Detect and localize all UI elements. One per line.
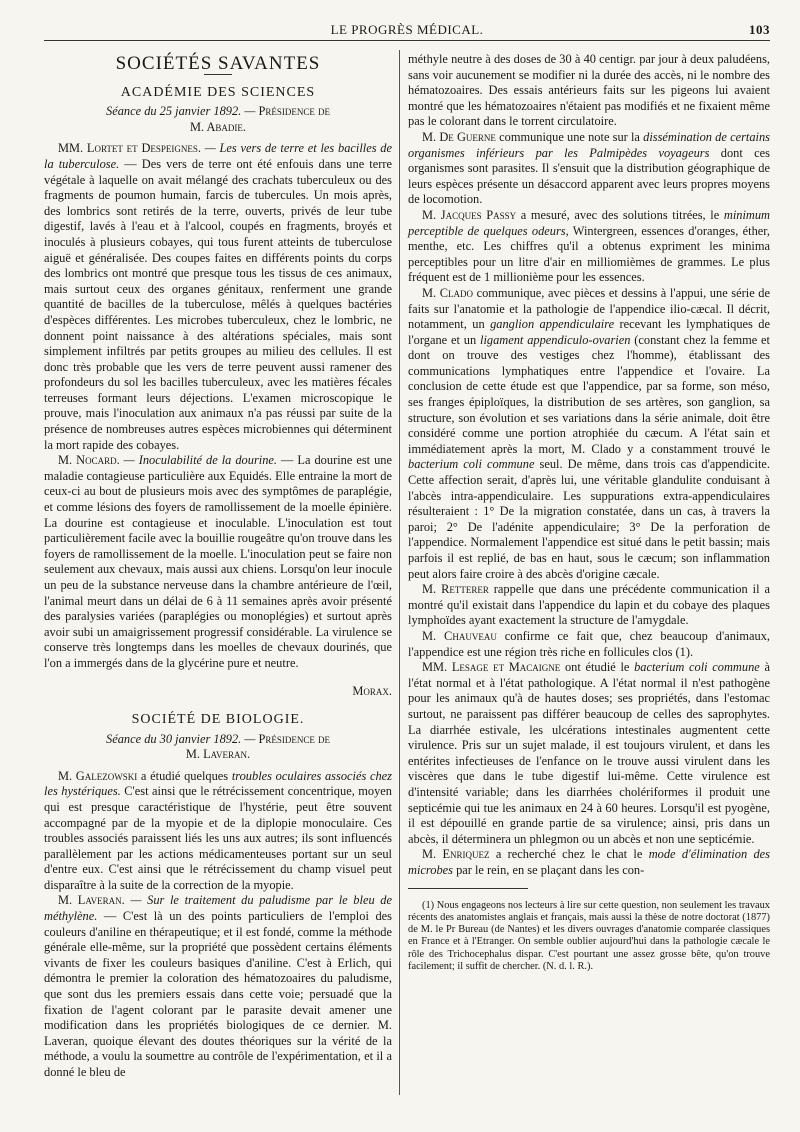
footnote-rule (408, 888, 528, 889)
paragraph-laveran-cont: méthyle neutre à des doses de 30 à 40 centigr. par jour à deux paludéens, sans voir aucunement se modifier ni la durée des accès, ni le nombre des hématozoaires. Des essais antérieurs faits sur les pigeons lui avaient montré que les hématozoaires n'étaient pas modifiés et ne fixaient même pas le colorant dans le torrent circulatoire. (408, 52, 770, 129)
paragraph-chauveau: M. Chauveau confirme ce fait que, chez beaucoup d'animaux, l'appendice est une région très riche en follicules clos (1). (408, 628, 770, 659)
biologie-title: SOCIÉTÉ DE BIOLOGIE. (131, 711, 305, 727)
paragraph-passy: M. Jacques Passy a mesuré, avec des solutions titrées, le minimum perceptible de quelques odeurs, Wintergreen, essences d'oranges, éther, menthe, etc. Les chiffres qu'il a obtenus expriment les minima perceptibles pour un litre d'air en milliomièmes de grammes. Le plus fréquent est de 1 millionième pour les essences. (408, 207, 770, 285)
journal-title: LE PROGRÈS MÉDICAL. (330, 22, 484, 37)
page-number: 103 (749, 22, 770, 37)
paragraph-galezowski: M. Galezowski a étudié quelques troubles oculaires associés chez les hystériques. C'est ainsi que le rétrécissement concentrique, moyen qui est presque caractéristique de l'hystérie, peut être souvent accompagné par de la myopie et de la diplopie monoculaire. Ces troubles associés paraissent liés les uns aux autres; ils sont influencés parallèlement par les actions médicamenteuses portant sur un seul d'entre eux. C'est ainsi que le rétrécissement du champ visuel peut disparaître à la suite de la correction de la myopie. (44, 768, 392, 892)
paragraph-clado: M. Clado communique, avec pièces et dessins à l'appui, une série de faits sur l'anatomie et la pathologie de l'appendice ilio-cæcal. Il décrit, notamment, un ganglion appendiculaire recevant les lymphatiques de l'organe et un ligament appendiculo-ovarien (constant chez la femme et dont on trouve des vestiges chez l'homme), établissant des communications lymphatiques entre l'appendice et l'ovaire. La conclusion de cette étude est que l'appendice, par sa forme, son méso, ses franges épiploïques, la distribution de ses artères, son ganglion, sa structure, son évolution et ses variations dans la série animale, doit être considéré comme une portion atrophiée du cæcum. A l'état sain et immédiatement après la mort, M. Clado y a constamment trouvé le bacterium coli commune seul. De même, dans trois cas d'appendicite. Cette affection serait, d'après lui, une véritable glandulite conduisant à l'abcès intra-appendiculaire. Les suppurations extra-appendiculaires résulteraient : 1° De la migration constatée, dans un cas, à travers la paroi; 2° De l'adénite appendiculaire; 3° De la perforation de l'appendice. Normalement l'appendice est situé dans le petit bassin; mais parfois il est replié, de bas en haut, sous le cæcum; son inflammation peut alors faire croire à des abcès d'origine cæcale. (408, 285, 771, 581)
right-column (408, 52, 770, 983)
paragraph-de-guerne: M. De Guerne communique une note sur la dissémination de certains organismes inférieurs par les Palmipèdes voyageurs dont ces organismes sont parasites. Il s'ensuit que la distribution géographique de leurs espèces présente un désaccord apparent avec leurs propres moyens de locomotion. (408, 129, 771, 207)
running-header (44, 22, 770, 41)
column-divider (399, 50, 400, 1095)
academie-seance: Séance du 25 janvier 1892. — Présidence de (106, 104, 330, 119)
academie-president: M. Abadie. (189, 119, 247, 134)
footnote: (1) Nous engageons nos lecteurs à lire sur cette question, non seulement les travaux récents des anatomistes anglais et français, mais aussi la thèse de notre doctorat (1877) de M. le Pr Bureau (de Nantes) et les divers ouvrages d'anatomie comparée classiques en France et à l'Etranger. On semble oublier aujourd'hui dans la pathologie cæcale le rôle des Trichocephalus dispar. C'est pourtant une assez grosse bête, qu'on trouve facilement; il suffit de chercher. (N. d. l. R.). (408, 899, 770, 972)
biologie-president: M. Laveran. (185, 747, 251, 762)
left-column (44, 52, 392, 1081)
paragraph-nocard: M. Nocard. — Inoculabilité de la dourine. — La dourine est une maladie contagieuse particulière aux Equidés. Elle entraine la mort de ceux-ci au bout de plusieurs mois avec des symptômes de paraplégie, et comme lésions des foyers de ramollissement de la moelle épinière. La dourine est contagieuse et inoculable. L'inoculation est tout particulièrement facile avec la bouillie rougeâtre qu'on trouve dans les foyers de ramollissement de la moelle. L'inoculation peut se faire non seulement aux chevaux, mais aussi aux chiens. Lorsqu'on leur inocule un peu de la substance nerveuse dans la chambre antérieure de l'œil, l'animal meurt dans un délai de 6 à 11 semaines après avoir présenté des paralysies variées (paraplégies ou monoplégies) et surtout après avoir subi un amaigrissement progressif considérable. La virulence se conserve très longtemps dans les moelles de chevaux dourinés, que l'on a immergés dans de la glycérine pure et neutre. (44, 453, 393, 670)
paragraph-retterer: M. Retterer rappelle que dans une précédente communication il a montré qu'il existait dans l'appendice du lapin et du cobaye des plaques lymphoïdes ayant exactement la structure de l'amygdale. (408, 582, 770, 628)
paragraph-lortet: MM. Lortet et Despeignes. — Les vers de terre et les bacilles de la tuberculose. — Des vers de terre ont été enfouis dans une terre végétale à laquelle on avait mélangé des crachats tuberculeux ou des fragments de poumon humain, farcis de tubercules. Un mois après, des lombrics sont retirés de la terre, ouverts, privés de leur tube digestif, lavés à l'eau et à l'alcool, coupés en fragments, broyés et inoculés à plusieurs cobayes, qui tous furent atteints de tuberculose aiguë et généralisée. Des coupes faites en différents points du corps des lombrics ont montré que presque tous les tissus de ces animaux, mais surtout ceux des organes génitaux, renferment une grande quantité de bacilles de la tuberculose, mêlés à quelques bactéries d'espèces différentes. Les microbes tuberculeux, chez le lombric, ne donnent point naissance à des altérations spéciales, mais sont simplement infiltrés par petits groupes au milieu des cellules. Il est donc très probable que les vers de terre peuvent aussi ramener des profondeurs du sol les bacilles tuberculeux, avec les matières fécales terreuses formant leurs déjections. L'examen microscopique le prouve, mais l'inoculation aux animaux n'a pas réussi par suite de la présence de nombreuses autres espèces microbiennes qui déterminent la mort rapide des cobayes. (44, 141, 393, 452)
paragraph-laveran: M. Laveran. — Sur le traitement du paludisme par le bleu de méthylène. — C'est là un des points particuliers de l'emploi des couleurs d'aniline en thérapeutique; et il est fondé, comme la méthode générale elle-même, sur la propriété que possèdent certains éléments vivants de fixer les couleurs basiques d'aniline. C'est à Erlich, qui démontra le premier la coloration des hématozoaires du paludisme, que sont dus les premiers essais dans cette voie; persuadé que la fixation de l'agent colorant par le parasite devait amener une modification dans les propriétés biologiques de ce dernier. M. Laveran, quoique élevant des doutes théoriques sur la vérité de la méthode, a voulu la soumettre au contrôle de l'expérimentation, et il a donné le bleu de (44, 893, 392, 1079)
section-title: SOCIÉTÉS SAVANTES (115, 53, 321, 74)
signature: Morax. (352, 683, 392, 698)
academie-title: ACADÉMIE DES SCIENCES (120, 84, 316, 100)
biologie-seance: Séance du 30 janvier 1892. — Présidence de (106, 731, 330, 746)
paragraph-lesage: MM. Lesage et Macaigne ont étudié le bacterium coli commune à l'état normal et à l'état pathologique. A l'état normal il n'est pathogène pour les animaux qu'à de hautes doses; ses propriétés, dans l'estomac surtout, ne paraissent pas différer beaucoup de celles des saprophytes. La diarrhée estivale, les ulcérations intestinales augmentent cette virulence. Pris sur un sujet malade, il est toujours virulent, et dans les entérites infectieuses de l'enfance on le trouve aussi virulent dans les viscères que dans le tube digestif lui-même. Cette virulence est d'intensité variable; dans les diarrhées cholériformes il produit une septicémie qui tue les animaux en 24 à 60 heures. Lorsqu'il est pyogène, il est dépouillé en grande partie de sa virulence; ainsi, pris dans un abcès, il déterminera un phlegmon ou un abcès et non une septicémie. (408, 660, 770, 846)
paragraph-enriquez: M. Enriquez a recherché chez le chat le mode d'élimination des microbes par le rein, en se plaçant dans les con- (408, 847, 770, 877)
